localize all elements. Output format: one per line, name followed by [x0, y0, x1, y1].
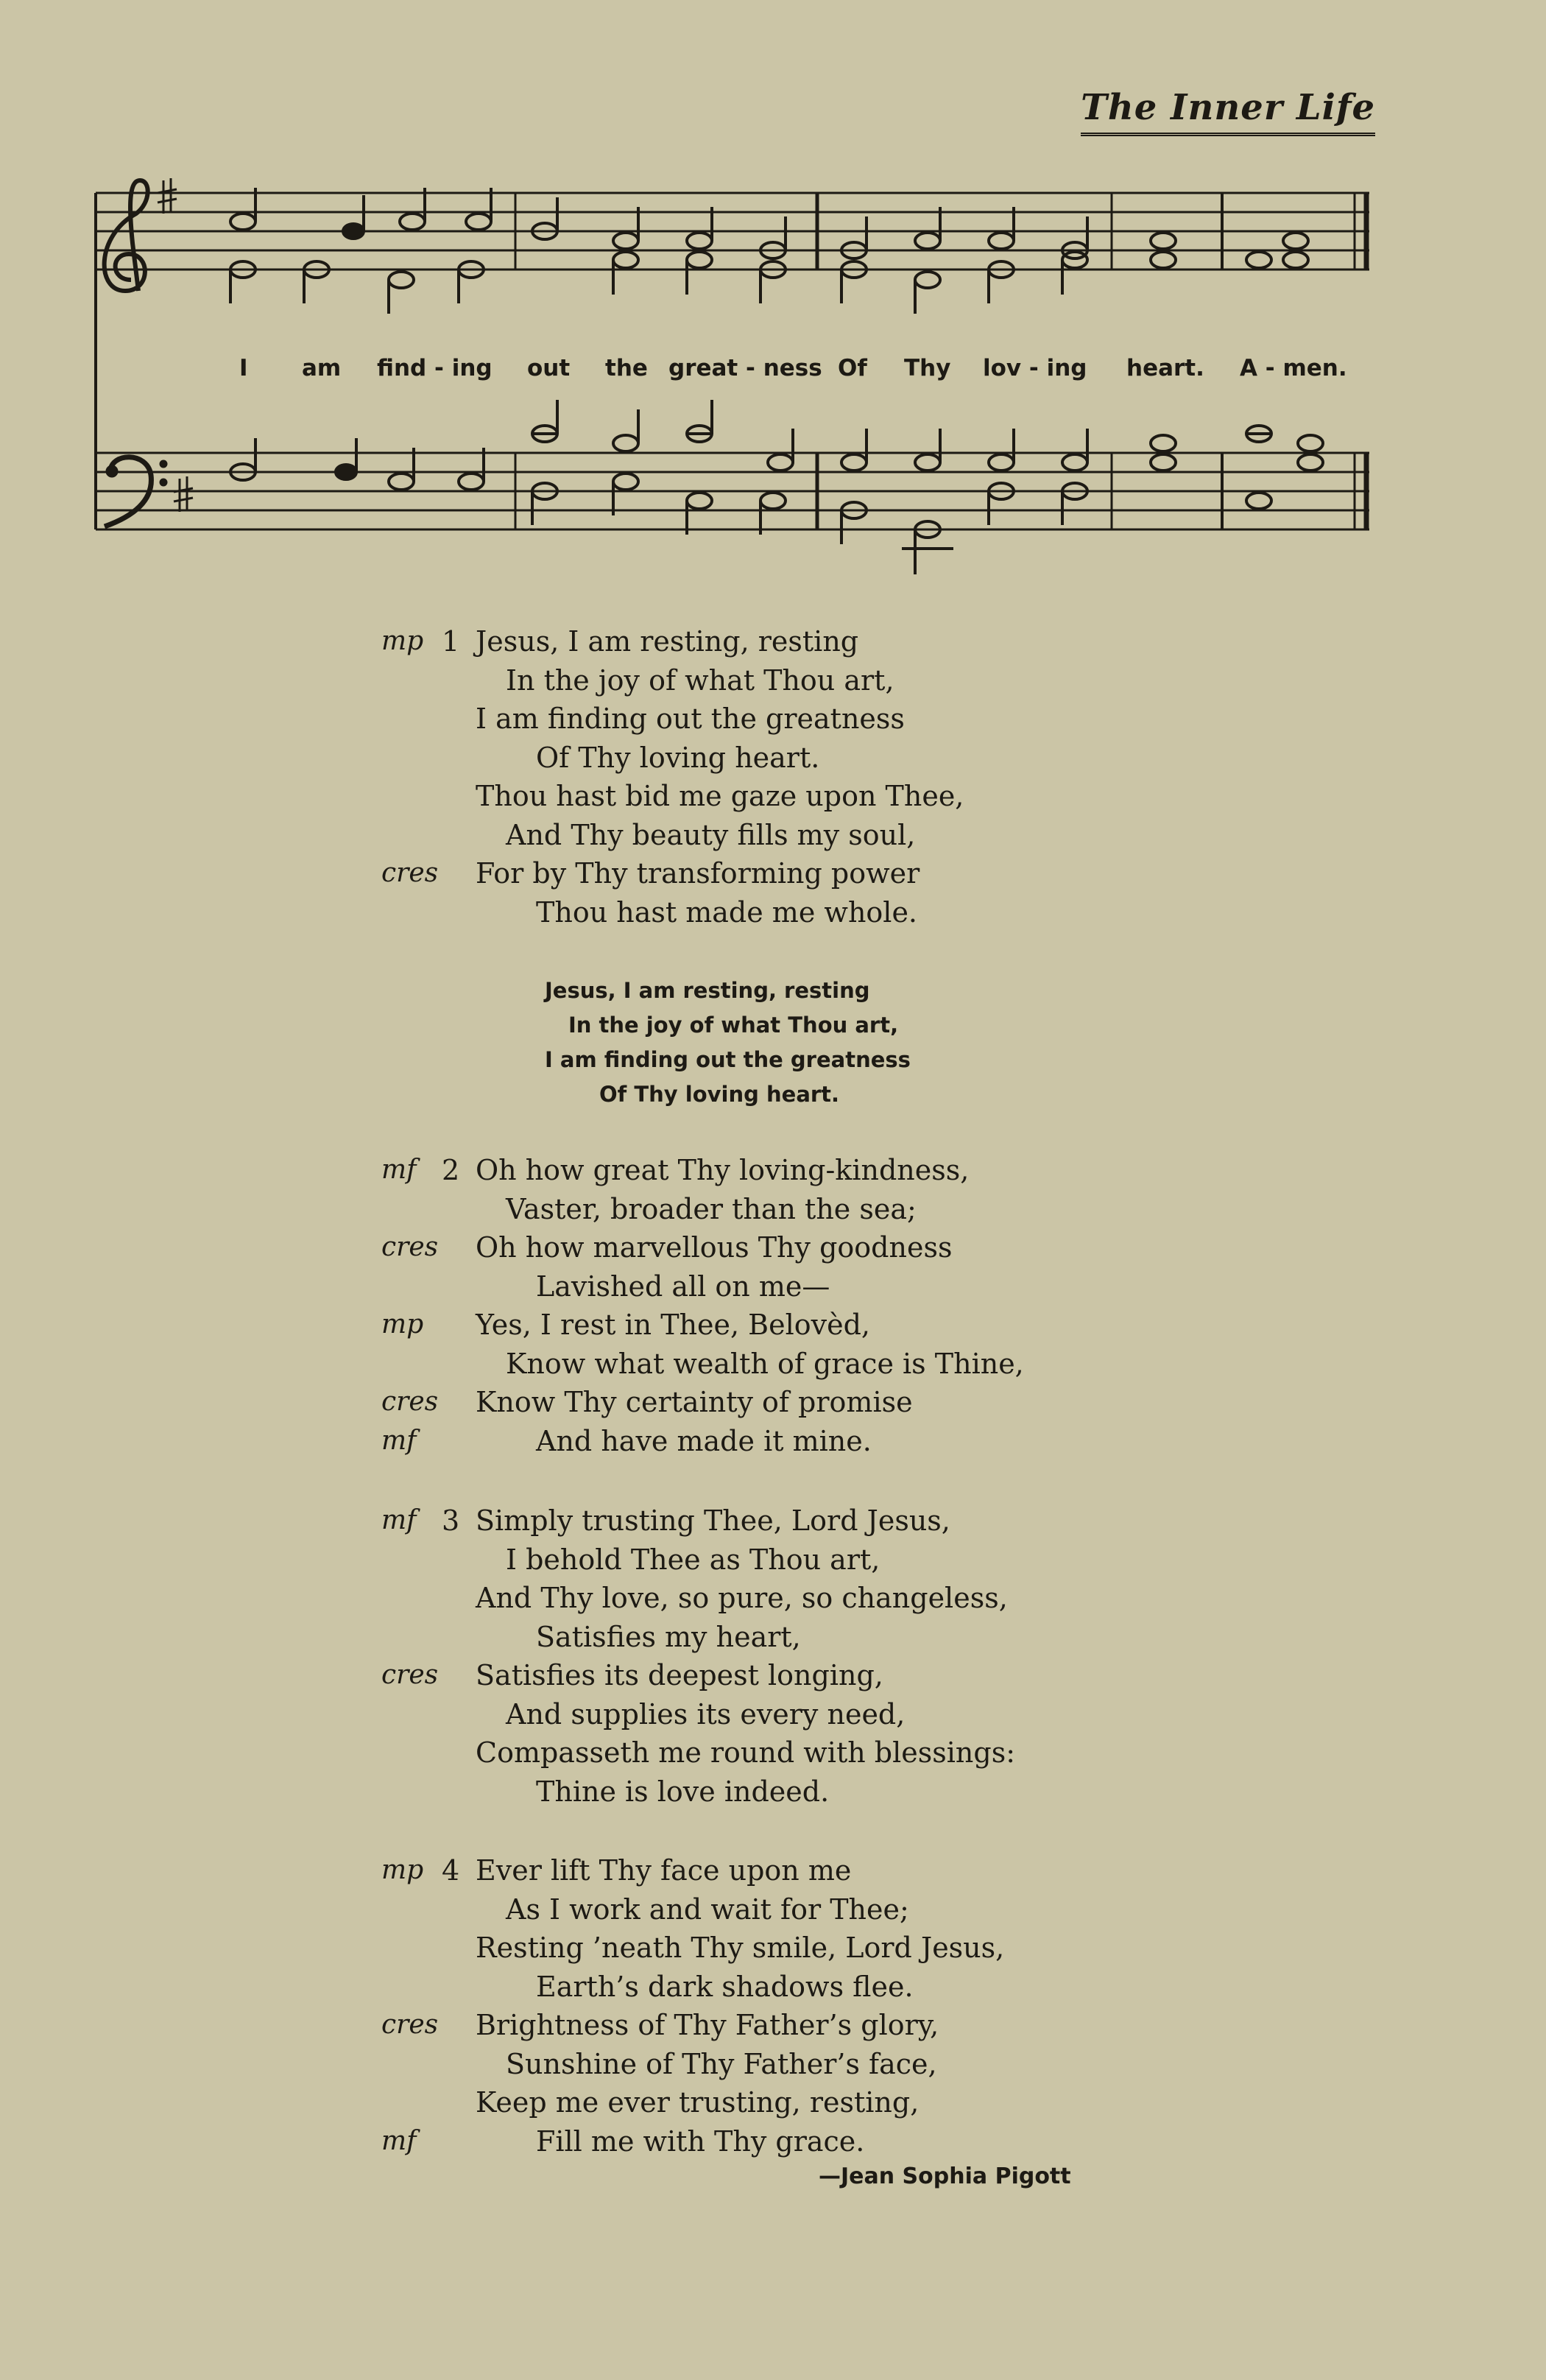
- verse-line: I behold Thee as Thou art,: [506, 1543, 880, 1576]
- verse-line: And Thy love, so pure, so changeless,: [476, 1582, 1008, 1614]
- treble-key-signature-sharp-icon: [158, 178, 177, 214]
- verse-line: Of Thy loving heart.: [536, 741, 820, 774]
- verse-number: 4: [442, 1854, 460, 1887]
- dynamic-marking: mp: [381, 626, 424, 656]
- verse-line: As I work and wait for Thee;: [506, 1893, 909, 1926]
- verse-line: Yes, I rest in Thee, Belovèd,: [476, 1309, 870, 1341]
- verse-line: Resting ’neath Thy smile, Lord Jesus,: [476, 1932, 1005, 1964]
- author-attribution: —Jean Sophia Pigott: [819, 2164, 1071, 2189]
- lyric-word: find - ing: [377, 355, 493, 381]
- dynamic-marking: mf: [381, 1505, 417, 1535]
- verse-line: Ever lift Thy face upon me: [476, 1854, 852, 1887]
- section-title: The Inner Life: [1081, 87, 1375, 136]
- verse-line: And Thy beauty fills my soul,: [506, 818, 916, 851]
- verse-line: Satisfies my heart,: [536, 1620, 801, 1653]
- verse-line: Thine is love indeed.: [536, 1775, 830, 1808]
- dynamic-marking: mf: [381, 1425, 417, 1456]
- verse-line: Know what wealth of grace is Thine,: [506, 1347, 1024, 1380]
- verse-line: In the joy of what Thou art,: [506, 663, 894, 697]
- dynamic-marking: cres: [381, 2010, 439, 2040]
- dynamic-marking: mf: [381, 1155, 417, 1185]
- dynamic-marking: cres: [381, 1387, 439, 1417]
- treble-notes: [230, 188, 1308, 268]
- treble-clef-icon: [105, 180, 148, 291]
- verse-line: Satisfies its deepest longing,: [476, 1659, 883, 1691]
- verse-line: Lavished all on me—: [536, 1270, 830, 1303]
- verse-line: And supplies its every need,: [506, 1697, 906, 1731]
- lyric-word: Of: [838, 355, 867, 381]
- verse-line: Oh how marvellous Thy goodness: [476, 1231, 953, 1264]
- verse-line: And have made it mine.: [536, 1424, 872, 1457]
- alto-notes: [230, 252, 1087, 314]
- bass-staff: [96, 453, 1369, 529]
- dynamic-marking: mp: [381, 1855, 424, 1885]
- lyric-word: great - ness: [668, 355, 822, 381]
- verse-line: I am finding out the greatness: [476, 703, 905, 735]
- dynamic-marking: cres: [381, 1660, 439, 1690]
- music-score: [0, 0, 1546, 589]
- verse-line: For by Thy transforming power: [476, 857, 920, 890]
- verse-line: Know Thy certainty of promise: [476, 1386, 913, 1418]
- lyric-word: out: [527, 355, 571, 381]
- bass-key-signature-sharp-icon: [174, 476, 193, 512]
- verse-line: Compasseth me round with blessings:: [476, 1736, 1016, 1769]
- verse-line: Earth’s dark shadows flee.: [536, 1970, 914, 2003]
- verse-line: Keep me ever trusting, resting,: [476, 2086, 920, 2119]
- verse-number: 2: [442, 1154, 460, 1186]
- lyric-word: lov - ing: [983, 355, 1087, 381]
- dynamic-marking: cres: [381, 1232, 439, 1262]
- refrain-line: In the joy of what Thou art,: [568, 1013, 899, 1038]
- refrain-line: Of Thy loving heart.: [599, 1082, 840, 1107]
- refrain-line: I am finding out the greatness: [545, 1047, 911, 1072]
- verse-line: Brightness of Thy Father’s glory,: [476, 2009, 939, 2041]
- treble-staff: [96, 193, 1369, 270]
- verse-line: Sunshine of Thy Father’s face,: [506, 2047, 937, 2080]
- verse-number: 3: [442, 1504, 460, 1537]
- lyric-word: Thy: [904, 355, 951, 381]
- verse-line: Fill me with Thy grace.: [536, 2124, 865, 2158]
- verse-number: 1: [442, 625, 460, 658]
- lyric-word: the: [605, 355, 648, 381]
- bass-staff-notes: [230, 400, 1323, 490]
- dynamic-marking: cres: [381, 858, 439, 888]
- lyric-word: I: [239, 355, 248, 381]
- verse-line: Vaster, broader than the sea;: [506, 1192, 917, 1225]
- lyrics-underlay: [239, 355, 1347, 381]
- lyric-word: am: [302, 355, 342, 381]
- verse-line: Thou hast bid me gaze upon Thee,: [476, 780, 964, 812]
- bass-notes-lower: [532, 473, 1271, 574]
- verse-line: Jesus, I am resting, resting: [476, 625, 859, 658]
- refrain-line: Jesus, I am resting, resting: [545, 978, 870, 1003]
- dynamic-marking: mf: [381, 2125, 417, 2156]
- verse-line: Thou hast made me whole.: [536, 895, 918, 929]
- verse-line: Simply trusting Thee, Lord Jesus,: [476, 1504, 950, 1537]
- dynamic-marking: mp: [381, 1309, 424, 1339]
- lyric-word: A - men.: [1240, 355, 1347, 381]
- verse-line: Oh how great Thy loving-kindness,: [476, 1154, 970, 1186]
- lyric-word: heart.: [1126, 355, 1204, 381]
